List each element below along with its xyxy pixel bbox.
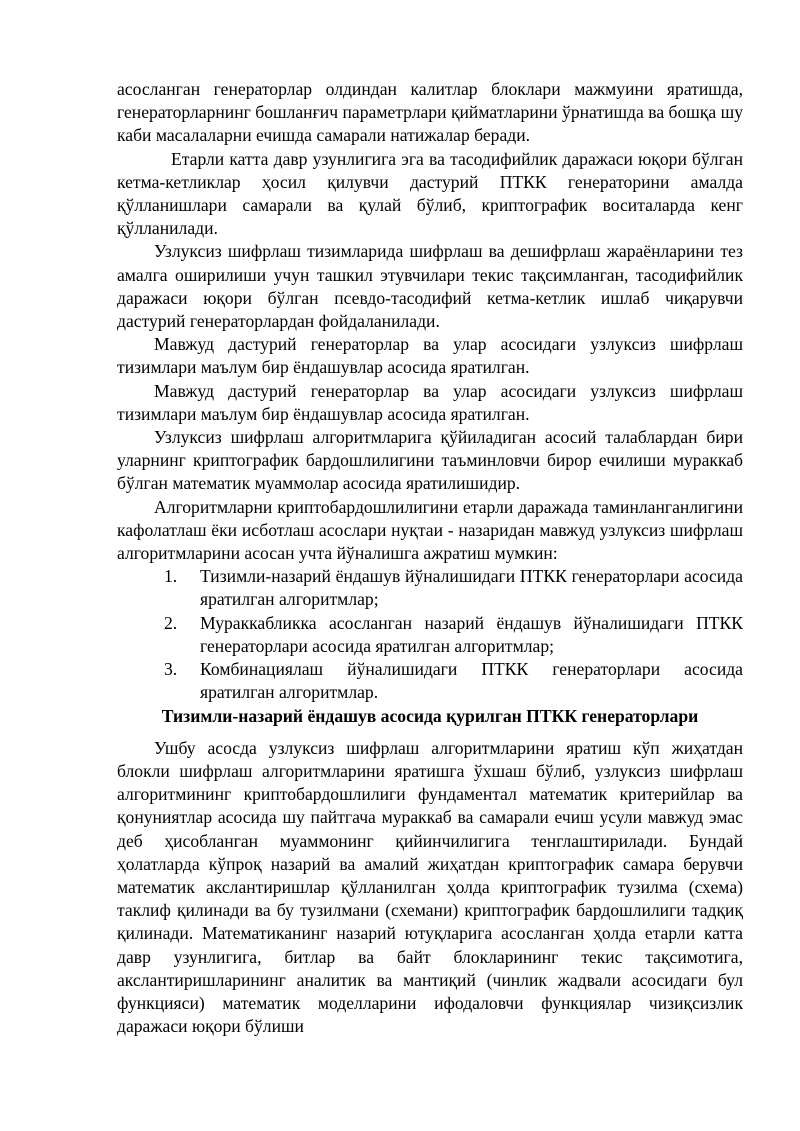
list-item-number: 1. bbox=[164, 566, 178, 587]
paragraph-system-theoretic-approach: Ушбу асосда узлуксиз шифрлаш алгоритмларини яратиш кўп жиҳатдан блокли шифрлаш алгоритмларини яратишга ўхшаш бўлиб, узлуксиз шифрлаш алгоритмининг криптобардошлилиги фундаментал математик критерийлар ва қонуниятлар асосида шу пайтгача мураккаб ва самарали ечиш усули мавжуд эмас деб ҳисобланган муаммонинг қийинчилигига тенглаштирилади. Бундай ҳолатларда кўпроқ назарий ва амалий жиҳатдан криптографик самара берувчи математик акслантиришлар қўлланилган ҳолда криптографик тузилма (схема) таклиф қилинади ва бу тузилмани (схемани) криптографик бардошлилиги тадқиқ қилинади. Математиканинг назарий ютуқларига асосланган ҳолда етарли катта давр узунлигига, битлар ва байт блокларининг текис тақсимотига, акслантиришларининг аналитик ва мантиқий (чинлик жадвали асосидаги бул функцияси) математик моделларини ифодаловчи функциялар чизиқсизлик даражаси юқори бўлиши bbox=[117, 737, 743, 1037]
list-item-text: Комбинациялаш йўналишидаги ПТКК генераторлари асосида яратилган алгоритмлар. bbox=[200, 659, 743, 703]
list-item-number: 3. bbox=[164, 659, 178, 680]
paragraph-continuation: асосланган генераторлар олдиндан калитлар блоклари мажмуини яратишда, генераторларнинг бошланғич параметрлари қийматларини ўрнатишда ва бошқа шу каби масалаларни ечишда самарали натижалар беради. bbox=[117, 79, 743, 146]
list-item bbox=[117, 658, 743, 704]
paragraph-generators-practice: Етарли катта давр узунлигига эга ва тасодифийлик даражаси юқори бўлган кетма-кетликлар ҳосил қилувчи дастурий ПТКК генераторини амалда қўлланишлари самарали ва қулай бўлиб, криптографик воситаларда кенг қўлланилади. bbox=[117, 148, 743, 239]
paragraph-main-requirements: Узлуксиз шифрлаш алгоритмларига қўйиладиган асосий талаблардан бири уларнинг криптографик бардошлилигини таъминловчи бирор ечилиши мураккаб бўлган математик муаммолар асосида яратилишидир. bbox=[117, 427, 743, 494]
list-item-text: Тизимли-назарий ёндашув йўналишидаги ПТКК генераторлари асосида яратилган алгоритмлар; bbox=[200, 566, 743, 610]
list-item-text: Мураккабликка асосланган назарий ёндашув йўналишидаги ПТКК генераторлари асосида яратилган алгоритмлар; bbox=[200, 612, 743, 656]
paragraph-existing-generators-repeat: Мавжуд дастурий генераторлар ва улар асосидаги узлуксиз шифрлаш тизимлари маълум бир ёндашувлар асосида яратилган. bbox=[117, 380, 743, 424]
directions-list bbox=[117, 565, 743, 704]
list-item bbox=[117, 565, 743, 611]
paragraph-three-directions: Алгоритмларни криптобардошлилигини етарли даражада таминланганлигини кафолатлаш ёки исботлаш асослари нуқтаи - назаридан мавжуд узлуксиз шифрлаш алгоритмларини асосан учта йўналишга ажратиш мумкин: bbox=[117, 496, 743, 564]
paragraph-existing-generators: Мавжуд дастурий генераторлар ва улар асосидаги узлуксиз шифрлаш тизимлари маълум бир ёндашувлар асосида яратилган. bbox=[117, 334, 743, 378]
document-page bbox=[117, 78, 743, 1038]
paragraph-stream-encryption-speed: Узлуксиз шифрлаш тизимларида шифрлаш ва дешифрлаш жараёнларини тез амалга оширилиши учун ташкил этувчилари текис тақсимланган, тасодифийлик даражаси юқори бўлган псевдо-тасодифий кетма-кетлик ишлаб чиқарувчи дастурий генераторлардан фойдаланилади. bbox=[117, 241, 743, 332]
section-heading: Тизимли-назарий ёндашув асосида қурилган ПТКК генераторлари bbox=[161, 706, 699, 727]
list-item bbox=[117, 612, 743, 658]
list-item-number: 2. bbox=[164, 612, 178, 633]
